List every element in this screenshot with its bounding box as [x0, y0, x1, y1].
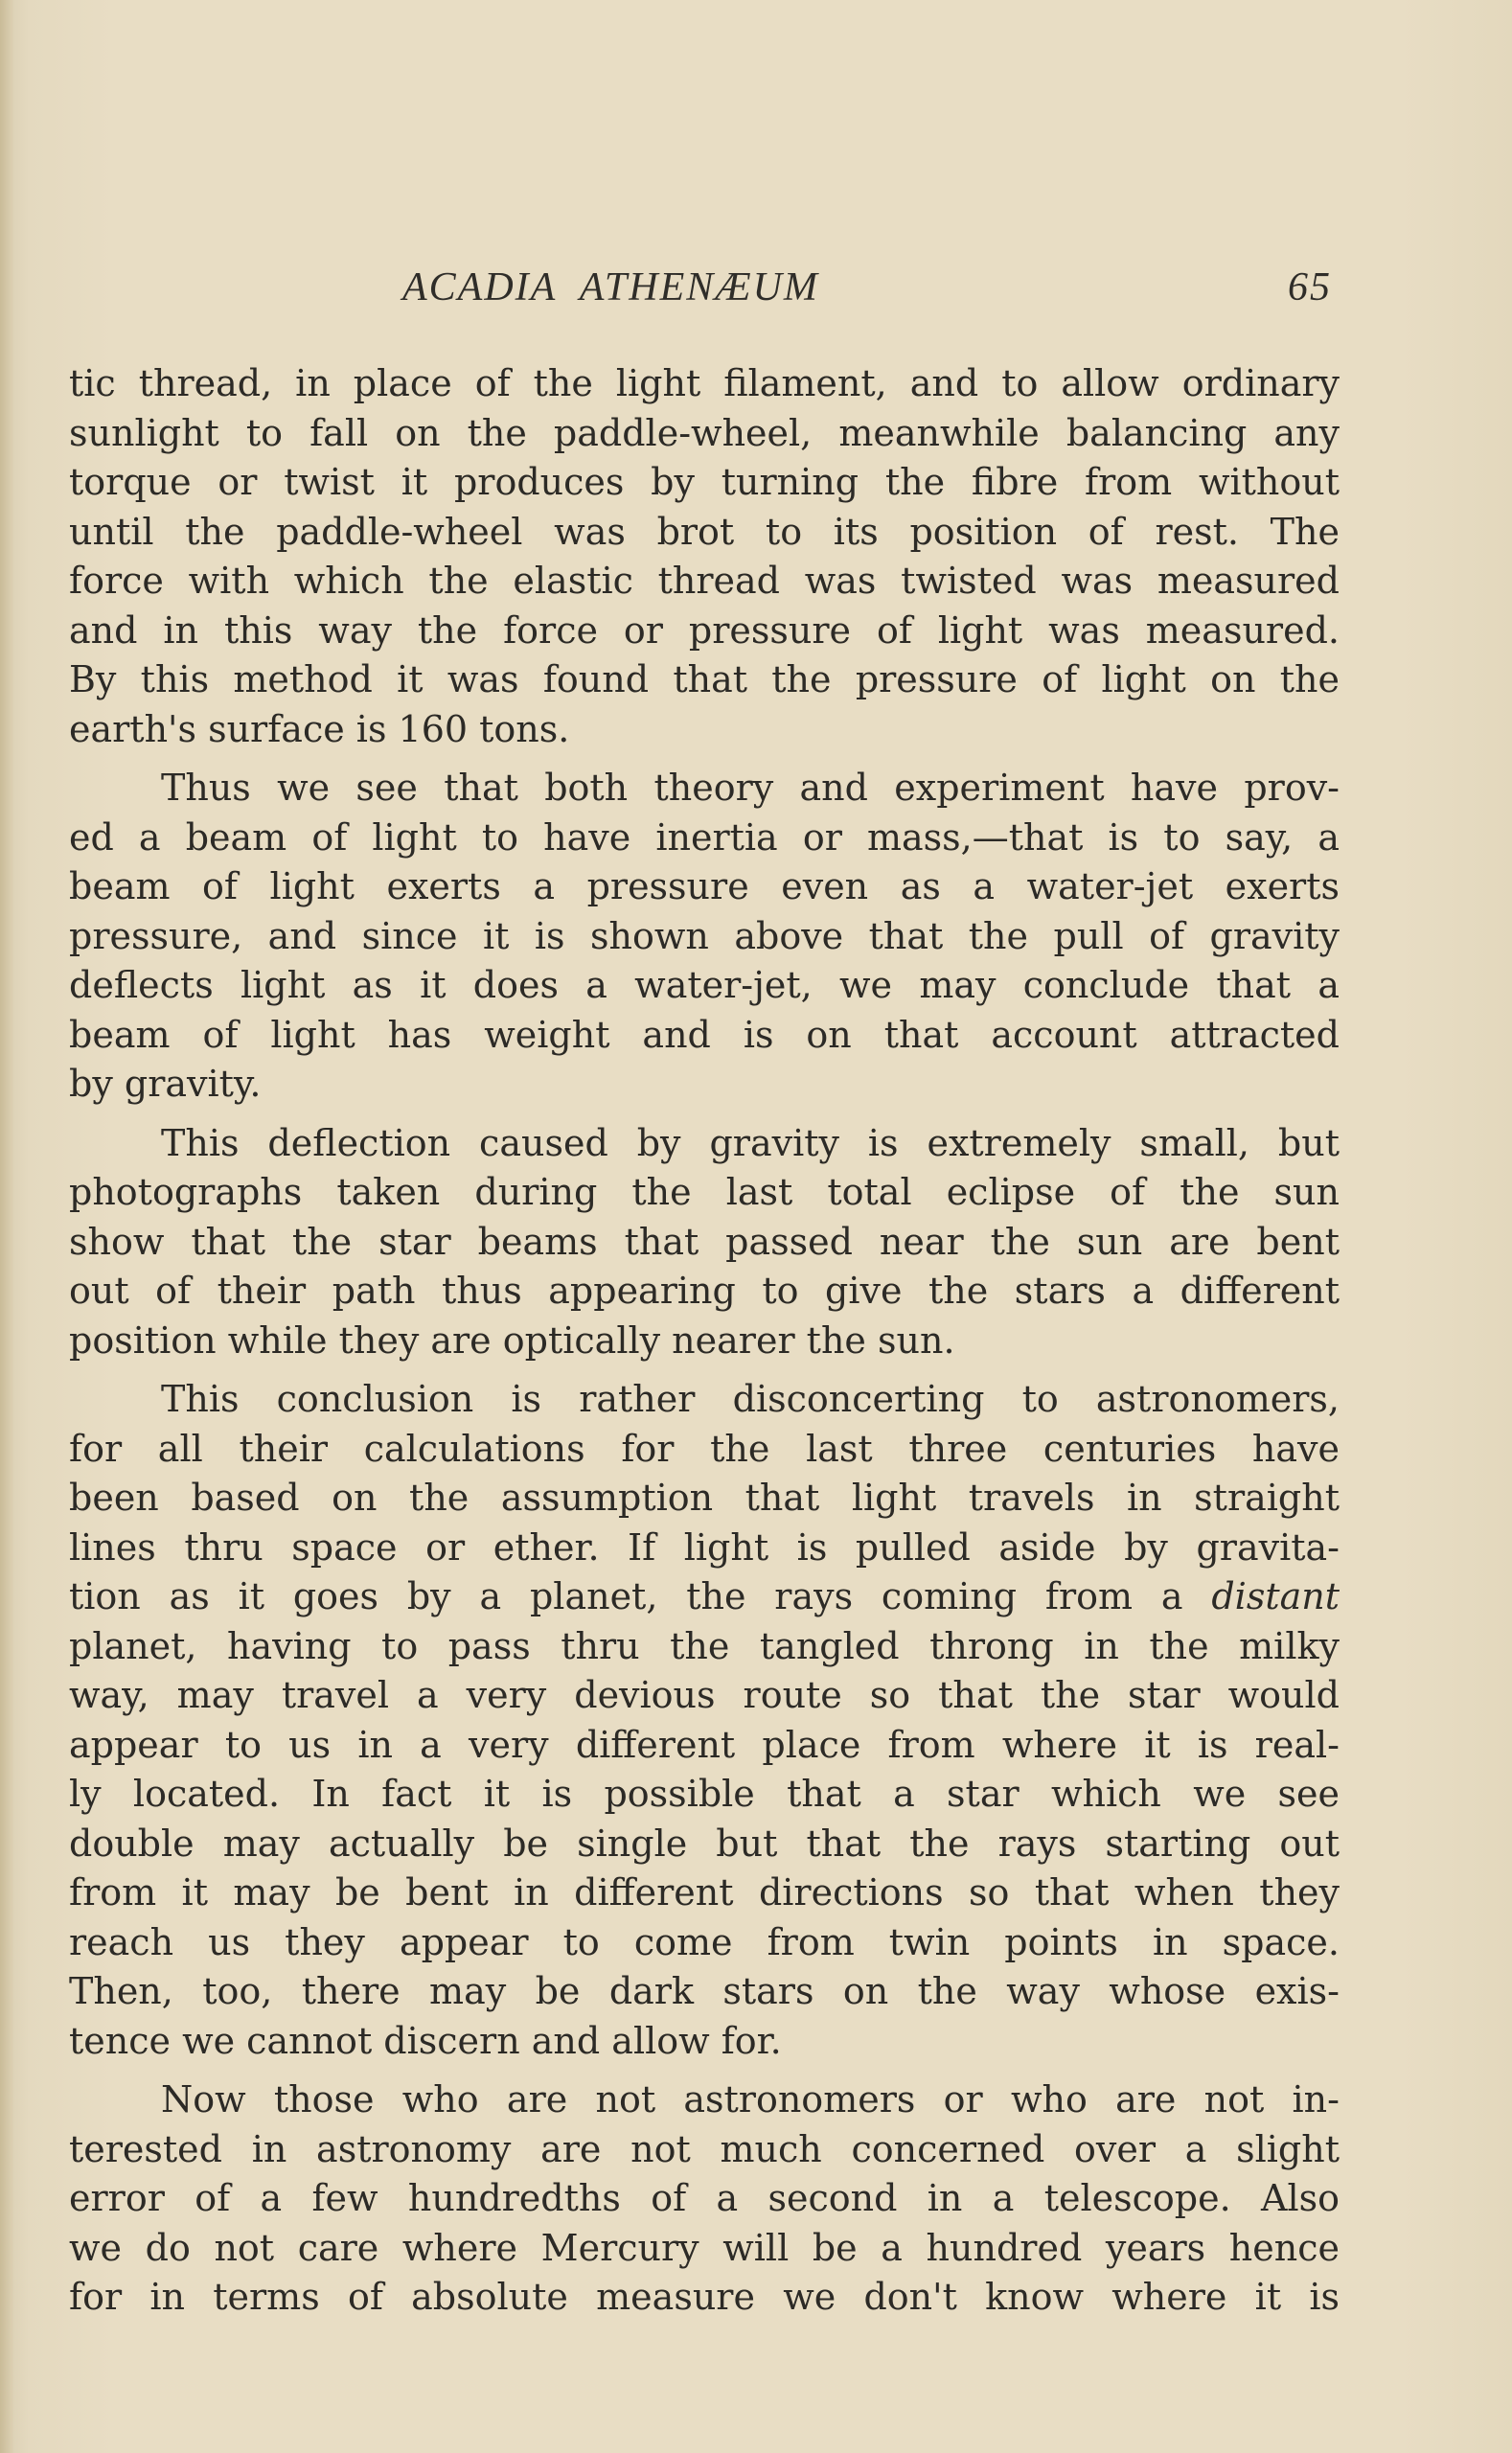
text-line: Thus we see that both theory and experiment have prov- — [161, 767, 1340, 809]
paragraph-1 — [69, 359, 1340, 754]
text-line: from it may be bent in different directions so that when they — [69, 1871, 1340, 1914]
text-line: By this method it was found that the pressure of light on the — [69, 658, 1340, 700]
text-line: tence we cannot discern and allow for. — [69, 2019, 782, 2062]
text-line: out of their path thus appearing to give the stars a different — [69, 1270, 1340, 1312]
running-title: ACADIA ATHENÆUM — [402, 265, 819, 309]
text-line: torque or twist it produces by turning the fibre from without — [69, 461, 1340, 503]
paragraph-2 — [69, 764, 1340, 1110]
paragraph-3 — [69, 1119, 1340, 1366]
text-line: sunlight to fall on the paddle-wheel, meanwhile balancing any — [69, 411, 1340, 454]
text-line: earth's surface is 160 tons. — [69, 707, 570, 750]
text-line: until the paddle-wheel was brot to its position of rest. The — [69, 510, 1340, 553]
text-line: by gravity. — [69, 1063, 262, 1105]
text-line: position while they are optically nearer the sun. — [69, 1318, 955, 1362]
emphasis-word: distant — [1211, 1575, 1340, 1617]
text-line: photographs taken during the last total eclipse of the sun — [69, 1171, 1340, 1213]
text-line-with-emphasis — [69, 1572, 1340, 1622]
text-line: beam of light has weight and is on that account attracted — [69, 1013, 1340, 1056]
text-line: beam of light exerts a pressure even as a water-jet exerts — [69, 865, 1340, 907]
text-line: for all their calculations for the last three centuries have — [69, 1427, 1340, 1470]
text-line: This conclusion is rather disconcerting to astronomers, — [161, 1378, 1340, 1420]
text-line: appear to us in a very different place from where it is real- — [69, 1723, 1340, 1766]
text-line: ly located. In fact it is possible that a star which we see — [69, 1773, 1340, 1815]
page-binding-edge — [0, 0, 13, 2453]
text-line: Now those who are not astronomers or who are not in- — [161, 2078, 1340, 2121]
text-line-segment: tion as it goes by a planet, the rays coming from a — [69, 1575, 1212, 1617]
running-header — [402, 264, 1332, 322]
text-line: we do not care where Mercury will be a hundred years hence — [69, 2226, 1340, 2269]
text-line: planet, having to pass thru the tangled throng in the milky — [69, 1624, 1340, 1667]
text-line: This deflection caused by gravity is extremely small, but — [161, 1121, 1340, 1164]
text-line: show that the star beams that passed near the sun are bent — [69, 1220, 1340, 1263]
paragraph-4 — [69, 1375, 1340, 2066]
text-line: lines thru space or ether. If light is pulled aside by gravita- — [69, 1525, 1340, 1569]
text-line: double may actually be single but that the rays starting out — [69, 1822, 1340, 1865]
text-line: deflects light as it does a water-jet, we may conclude that a — [69, 964, 1340, 1006]
text-line: reach us they appear to come from twin points in space. — [69, 1920, 1340, 1963]
text-line: been based on the assumption that light travels in straight — [69, 1477, 1340, 1519]
article-body — [69, 359, 1340, 2332]
text-line: for in terms of absolute measure we don't know where it is — [69, 2276, 1340, 2318]
page-number: 65 — [1288, 265, 1332, 309]
text-line: tic thread, in place of the light filament, and to allow ordinary — [69, 362, 1340, 404]
text-line: way, may travel a very devious route so that the star would — [69, 1674, 1340, 1716]
text-line: error of a few hundredths of a second in a telescope. Also — [69, 2177, 1340, 2219]
text-line: force with which the elastic thread was twisted was measured — [69, 560, 1340, 602]
text-line: terested in astronomy are not much concerned over a slight — [69, 2127, 1340, 2170]
text-line: and in this way the force or pressure of light was measured. — [69, 608, 1340, 652]
paragraph-5 — [69, 2075, 1340, 2323]
text-line: ed a beam of light to have inertia or mass,—that is to say, a — [69, 815, 1340, 859]
text-line: pressure, and since it is shown above that the pull of gravity — [69, 914, 1340, 957]
text-line: Then, too, there may be dark stars on the way whose exis- — [69, 1970, 1340, 2012]
